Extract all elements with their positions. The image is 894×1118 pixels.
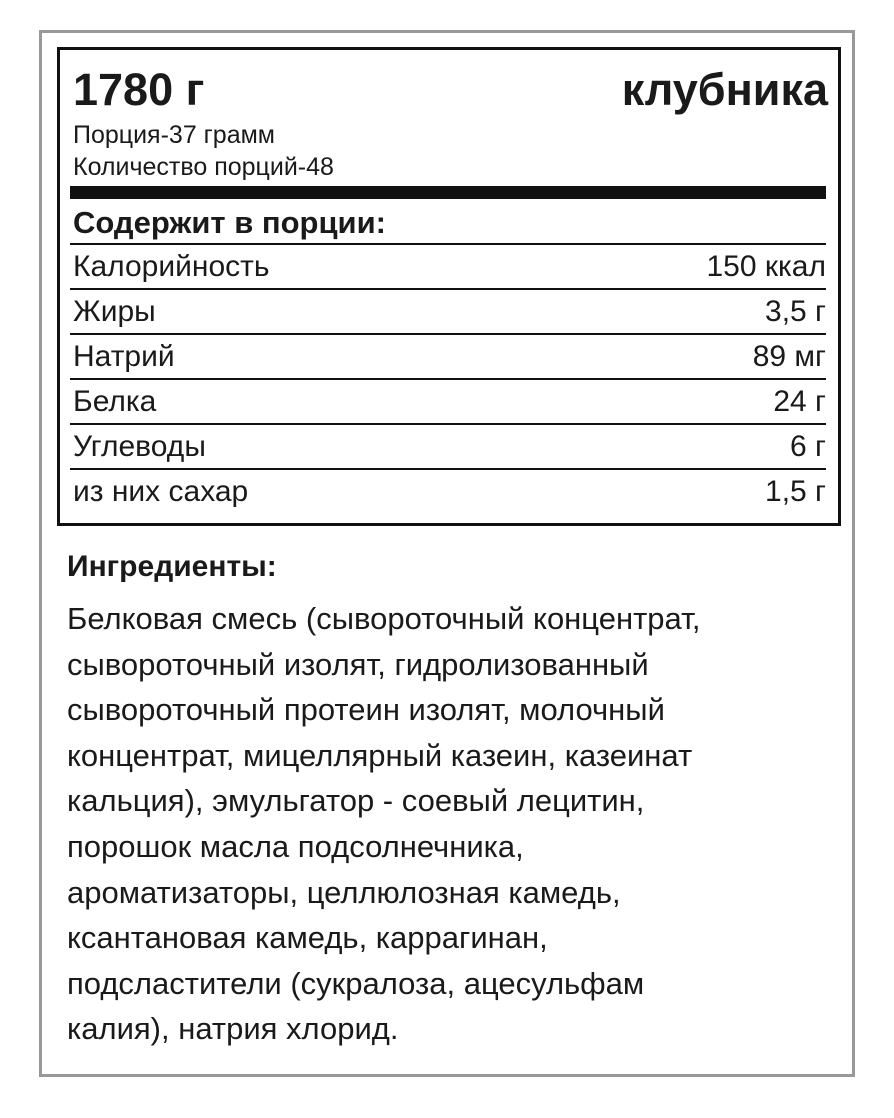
package-weight: 1780 г <box>73 64 205 115</box>
thick-divider <box>70 186 826 199</box>
ingredients-line: подсластители (сукралоза, ацесульфам <box>67 965 645 1001</box>
nutrient-name: из них сахар <box>73 474 249 508</box>
nutrient-name: Белка <box>73 384 157 418</box>
serving-size: Порция-37 грамм <box>73 121 275 149</box>
nutrient-value: 89 мг <box>752 339 826 373</box>
nutrient-name: Углеводы <box>73 429 206 463</box>
servings-count: Количество порций-48 <box>73 153 334 181</box>
nutrient-name: Натрий <box>73 339 175 373</box>
nutrient-value: 150 ккал <box>706 249 826 283</box>
nutrient-name: Калорийность <box>73 249 270 283</box>
ingredients-heading: Ингредиенты: <box>67 550 277 583</box>
nutrient-value: 24 г <box>773 384 826 418</box>
nutrient-row-calories <box>70 243 826 288</box>
nutrient-value: 6 г <box>790 429 826 463</box>
ingredients-line: калия), натрия хлорид. <box>67 1011 399 1047</box>
ingredients-line: сывороточный протеин изолят, молочный <box>67 692 665 728</box>
ingredients-line: порошок масла подсолнечника, <box>67 828 524 864</box>
nutrient-row-fat <box>70 288 826 333</box>
nutrient-row-sodium <box>70 333 826 378</box>
nutrient-row-protein <box>70 378 826 423</box>
nutrient-value: 1,5 г <box>765 474 826 508</box>
ingredients-text <box>67 596 827 1052</box>
contains-per-serving-heading: Содержит в порции: <box>73 205 386 240</box>
flavor-name: клубника <box>621 64 828 115</box>
ingredients-line: концентрат, мицеллярный казеин, казеинат <box>67 737 693 773</box>
ingredients-line: ароматизаторы, целлюлозная камедь, <box>67 874 621 910</box>
nutrient-value: 3,5 г <box>765 294 826 328</box>
ingredients-line: ксантановая камедь, каррагинан, <box>67 920 548 956</box>
nutrient-table <box>70 243 826 513</box>
nutrient-name: Жиры <box>73 294 156 328</box>
ingredients-line: кальция), эмульгатор - соевый лецитин, <box>67 783 645 819</box>
ingredients-line: сывороточный изолят, гидролизованный <box>67 646 649 682</box>
ingredients-line: Белковая смесь (сывороточный концентрат, <box>67 601 701 636</box>
nutrient-row-carbohydrates <box>70 423 826 468</box>
nutrient-row-sugar <box>70 468 826 513</box>
